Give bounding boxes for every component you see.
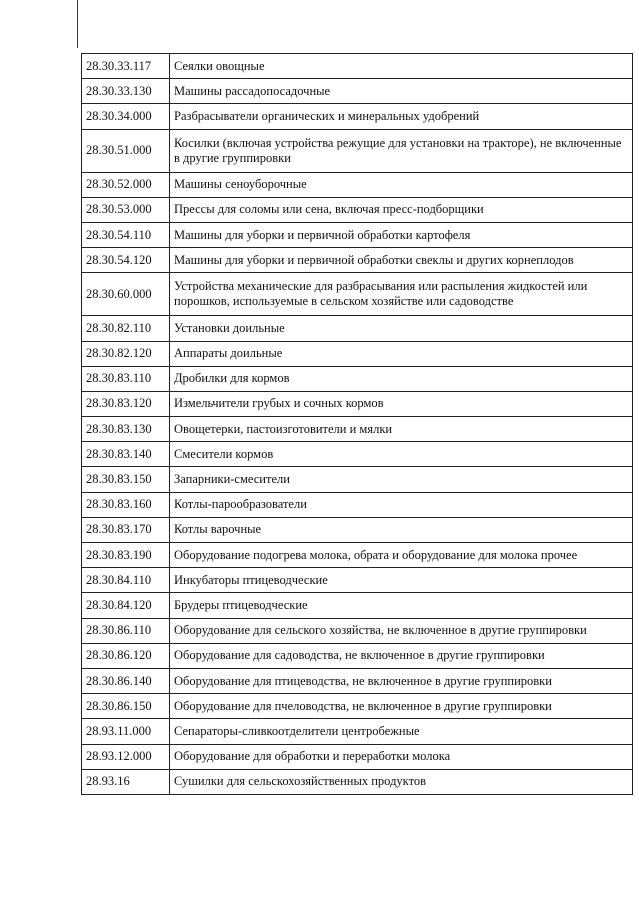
name-cell: Оборудование для обработки и переработки молока <box>170 744 633 769</box>
code-cell: 28.30.83.190 <box>82 543 170 568</box>
name-cell: Устройства механические для разбрасывания или распыления жидкостей или порошков, используемые в сельском хозяйстве или садоводстве <box>170 273 633 316</box>
table-row <box>82 366 633 391</box>
code-cell: 28.30.83.150 <box>82 467 170 492</box>
code-cell: 28.93.11.000 <box>82 719 170 744</box>
name-cell: Сеялки овощные <box>170 54 633 79</box>
table-row <box>82 54 633 79</box>
table-row <box>82 668 633 693</box>
code-cell: 28.30.83.160 <box>82 492 170 517</box>
code-cell: 28.30.54.110 <box>82 222 170 247</box>
name-cell: Дробилки для кормов <box>170 366 633 391</box>
name-cell: Оборудование для садоводства, не включенное в другие группировки <box>170 643 633 668</box>
table-row <box>82 104 633 129</box>
code-cell: 28.30.84.110 <box>82 568 170 593</box>
name-cell: Оборудование для сельского хозяйства, не включенное в другие группировки <box>170 618 633 643</box>
name-cell: Аппараты доильные <box>170 341 633 366</box>
name-cell: Смесители кормов <box>170 442 633 467</box>
name-cell: Прессы для соломы или сена, включая пресс-подборщики <box>170 197 633 222</box>
name-cell: Машины для уборки и первичной обработки картофеля <box>170 222 633 247</box>
name-cell: Овощетерки, пастоизготовители и мялки <box>170 417 633 442</box>
code-cell: 28.30.86.120 <box>82 643 170 668</box>
table-row <box>82 543 633 568</box>
code-cell: 28.30.33.117 <box>82 54 170 79</box>
table-row <box>82 442 633 467</box>
table-row <box>82 79 633 104</box>
code-cell: 28.30.83.130 <box>82 417 170 442</box>
name-cell: Котлы варочные <box>170 517 633 542</box>
code-cell: 28.30.51.000 <box>82 129 170 172</box>
name-cell: Сушилки для сельскохозяйственных продуктов <box>170 769 633 794</box>
code-cell: 28.30.82.120 <box>82 341 170 366</box>
name-cell: Машины для уборки и первичной обработки свеклы и других корнеплодов <box>170 248 633 273</box>
table-row <box>82 341 633 366</box>
table-row <box>82 593 633 618</box>
name-cell: Оборудование подогрева молока, обрата и оборудование для молока прочее <box>170 543 633 568</box>
code-cell: 28.30.86.140 <box>82 668 170 693</box>
table-row <box>82 197 633 222</box>
table-row <box>82 568 633 593</box>
name-cell: Запарники-смесители <box>170 467 633 492</box>
table-row <box>82 467 633 492</box>
code-cell: 28.30.83.170 <box>82 517 170 542</box>
code-cell: 28.30.84.120 <box>82 593 170 618</box>
name-cell: Оборудование для птицеводства, не включенное в другие группировки <box>170 668 633 693</box>
table-row <box>82 517 633 542</box>
name-cell: Измельчители грубых и сочных кормов <box>170 391 633 416</box>
code-cell: 28.30.52.000 <box>82 172 170 197</box>
name-cell: Брудеры птицеводческие <box>170 593 633 618</box>
code-cell: 28.30.53.000 <box>82 197 170 222</box>
name-cell: Сепараторы-сливкоотделители центробежные <box>170 719 633 744</box>
table-row <box>82 129 633 172</box>
code-cell: 28.30.83.120 <box>82 391 170 416</box>
table-row <box>82 316 633 341</box>
table-row <box>82 719 633 744</box>
table-row <box>82 222 633 247</box>
margin-line <box>77 0 78 48</box>
code-cell: 28.93.16 <box>82 769 170 794</box>
code-cell: 28.30.86.150 <box>82 694 170 719</box>
name-cell: Котлы-парообразователи <box>170 492 633 517</box>
name-cell: Установки доильные <box>170 316 633 341</box>
name-cell: Машины сеноуборочные <box>170 172 633 197</box>
name-cell: Оборудование для пчеловодства, не включенное в другие группировки <box>170 694 633 719</box>
table-row <box>82 417 633 442</box>
code-cell: 28.30.86.110 <box>82 618 170 643</box>
table-row <box>82 248 633 273</box>
code-cell: 28.30.54.120 <box>82 248 170 273</box>
table-row <box>82 492 633 517</box>
code-cell: 28.30.34.000 <box>82 104 170 129</box>
table-row <box>82 694 633 719</box>
table-row <box>82 744 633 769</box>
table-row <box>82 391 633 416</box>
code-cell: 28.30.82.110 <box>82 316 170 341</box>
name-cell: Разбрасыватели органических и минеральных удобрений <box>170 104 633 129</box>
code-cell: 28.30.83.110 <box>82 366 170 391</box>
name-cell: Машины рассадопосадочные <box>170 79 633 104</box>
code-cell: 28.93.12.000 <box>82 744 170 769</box>
name-cell: Косилки (включая устройства режущие для установки на тракторе), не включенные в другие группировки <box>170 129 633 172</box>
code-cell: 28.30.83.140 <box>82 442 170 467</box>
table-row <box>82 643 633 668</box>
table-row <box>82 172 633 197</box>
code-cell: 28.30.33.130 <box>82 79 170 104</box>
table-row <box>82 618 633 643</box>
classification-table <box>81 53 633 795</box>
table-row <box>82 273 633 316</box>
code-cell: 28.30.60.000 <box>82 273 170 316</box>
table-row <box>82 769 633 794</box>
name-cell: Инкубаторы птицеводческие <box>170 568 633 593</box>
